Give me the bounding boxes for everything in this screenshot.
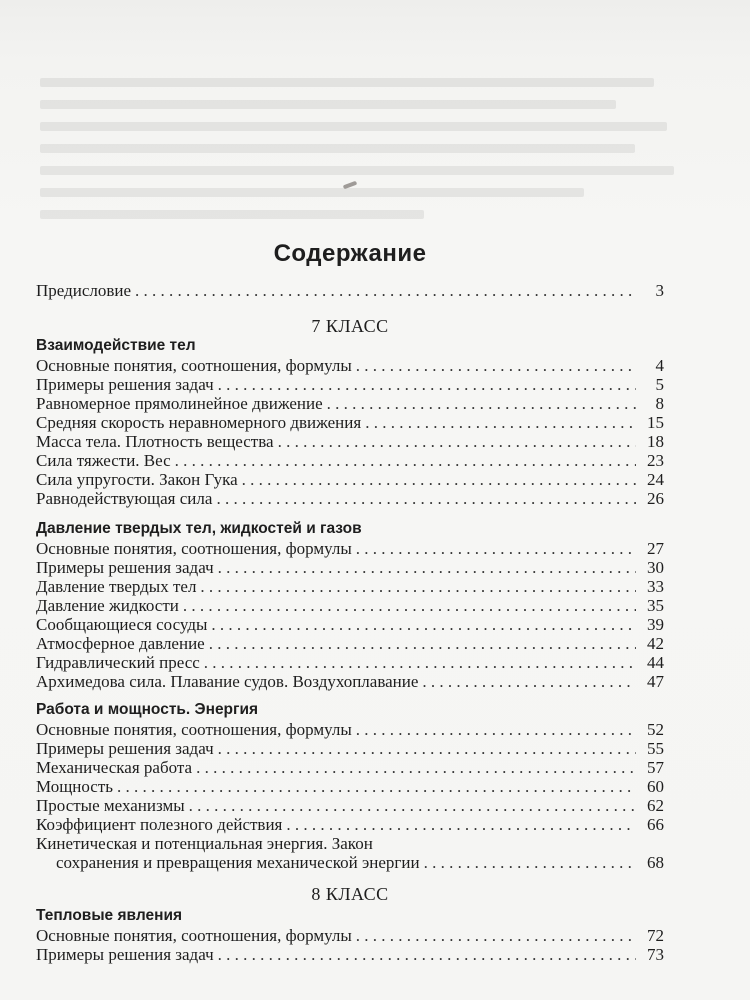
toc-entry-page: 55 [647, 739, 664, 758]
grade-heading-8: 8 КЛАСС [311, 884, 389, 904]
toc-entry-page: 8 [655, 394, 664, 413]
toc-entry-page: 18 [647, 432, 664, 451]
toc-entry-label: Основные понятия, соотношения, формулы [36, 926, 352, 945]
toc-entry-label: Сила тяжести. Вес [36, 451, 171, 470]
leader-dots [242, 470, 636, 490]
toc-entry-label: Равнодействующая сила [36, 489, 213, 508]
leader-dots [117, 777, 636, 797]
leader-dots [189, 796, 636, 816]
toc-entry-page: 52 [647, 720, 664, 739]
toc-entry[interactable] [36, 720, 664, 740]
toc-entry-label: Примеры решения задач [36, 375, 214, 394]
leader-dots [135, 281, 636, 301]
leader-dots [356, 926, 636, 946]
toc-entry[interactable] [36, 470, 664, 490]
show-through-text [40, 78, 680, 248]
toc-entry-page: 73 [647, 945, 664, 964]
leader-dots [218, 558, 636, 578]
toc-entry-label: Механическая работа [36, 758, 193, 777]
toc-entry-label: Коэффициент полезного действия [36, 815, 283, 834]
toc-entry[interactable] [36, 777, 664, 797]
toc-entry-page: 60 [647, 777, 664, 796]
leader-dots [200, 577, 636, 597]
section-heading: Работа и мощность. Энергия [36, 701, 259, 718]
leader-dots [183, 596, 636, 616]
leader-dots [211, 615, 636, 635]
toc-entry-label: Давление твердых тел [36, 577, 197, 596]
toc-entry-page: 27 [647, 539, 664, 558]
toc-entry-page: 24 [647, 470, 664, 489]
toc-entry[interactable] [36, 653, 664, 673]
toc-entry-label: Основные понятия, соотношения, формулы [36, 539, 352, 558]
toc-entry-label: Атмосферное давление [36, 634, 205, 653]
toc-entry[interactable] [36, 558, 664, 578]
toc-entry[interactable] [36, 539, 664, 559]
leader-dots [356, 720, 636, 740]
toc-entry-page: 15 [647, 413, 664, 432]
toc-entry-label: Масса тела. Плотность вещества [36, 432, 274, 451]
toc-entry[interactable] [36, 451, 664, 471]
toc-entry[interactable] [36, 672, 664, 692]
toc-entry[interactable] [36, 945, 664, 965]
leader-dots [204, 653, 636, 673]
toc-entry-label: Гидравлический пресс [36, 653, 200, 672]
toc-entry-page: 33 [647, 577, 664, 596]
leader-dots [365, 413, 636, 433]
leader-dots [327, 394, 636, 414]
toc-entry-page: 47 [647, 672, 664, 691]
toc-entry[interactable] [36, 394, 664, 414]
toc-entry-label: Примеры решения задач [36, 558, 214, 577]
toc-entry-label: Основные понятия, соотношения, формулы [36, 720, 352, 739]
toc-entry-page: 23 [647, 451, 664, 470]
leader-dots [356, 356, 636, 376]
leader-dots [218, 739, 636, 759]
toc-entry-label: Простые механизмы [36, 796, 185, 815]
toc-entry[interactable] [36, 596, 664, 616]
leader-dots [196, 758, 636, 778]
toc-entry[interactable] [36, 634, 664, 654]
toc-entry-label: Мощность [36, 777, 114, 796]
toc-entry-page: 66 [647, 815, 664, 834]
page-title: Содержание [273, 240, 427, 267]
toc-entry-label: Средняя скорость неравномерного движения [36, 413, 362, 432]
toc-entry[interactable] [36, 926, 664, 946]
toc-entry-page: 42 [647, 634, 664, 653]
toc-entry-kinetic-line1[interactable]: Кинетическая и потенциальная энергия. Закон [36, 834, 373, 853]
toc-entry-page: 5 [655, 375, 664, 394]
leader-dots [216, 489, 636, 509]
toc-entry-label: Сила упругости. Закон Гука [36, 470, 238, 489]
toc-entry[interactable] [36, 739, 664, 759]
toc-entry[interactable] [36, 758, 664, 778]
grade-heading-7: 7 КЛАСС [311, 316, 389, 336]
toc-entry[interactable] [36, 615, 664, 635]
toc-entry[interactable] [36, 375, 664, 395]
toc-entry[interactable] [36, 796, 664, 816]
toc-entry-label: Примеры решения задач [36, 739, 214, 758]
toc-entry-label: Сообщающиеся сосуды [36, 615, 208, 634]
leader-dots [286, 815, 636, 835]
leader-dots [218, 945, 636, 965]
toc-entry-page: 4 [655, 356, 664, 375]
section-heading: Взаимодействие тел [36, 337, 196, 354]
leader-dots [278, 432, 636, 452]
leader-dots [356, 539, 636, 559]
toc-entry-preface[interactable] [36, 281, 664, 301]
leader-dots [175, 451, 636, 471]
toc-entry-label: сохранения и превращения механической энергии [56, 853, 420, 872]
toc-entry-page: 68 [647, 853, 664, 872]
toc-entry-label: Основные понятия, соотношения, формулы [36, 356, 352, 375]
toc-entry[interactable] [36, 432, 664, 452]
section-heading: Давление твердых тел, жидкостей и газов [36, 520, 362, 537]
section-heading: Тепловые явления [36, 907, 183, 924]
toc-entry-kinetic-line2[interactable] [36, 853, 664, 873]
toc-entry-label: Давление жидкости [36, 596, 179, 615]
toc-entry-label: Примеры решения задач [36, 945, 214, 964]
leader-dots [209, 634, 636, 654]
toc-entry-page: 72 [647, 926, 664, 945]
toc-entry-page: 35 [647, 596, 664, 615]
toc-entry[interactable] [36, 577, 664, 597]
leader-dots [218, 375, 636, 395]
toc-entry-page: 44 [647, 653, 664, 672]
leader-dots [424, 853, 636, 873]
toc-entry-label: Равномерное прямолинейное движение [36, 394, 323, 413]
toc-entry-page: 26 [647, 489, 664, 508]
toc-entry-page: 30 [647, 558, 664, 577]
toc-entry-page: 39 [647, 615, 664, 634]
toc-entry[interactable] [36, 356, 664, 376]
toc-entry-label: Предисловие [36, 281, 132, 300]
toc-entry-page: 57 [647, 758, 664, 777]
toc-entry[interactable] [36, 489, 664, 509]
toc-entry[interactable] [36, 815, 664, 835]
toc-entry-page: 62 [647, 796, 664, 815]
toc-entry-page: 3 [655, 281, 664, 300]
toc-entry-label: Архимедова сила. Плавание судов. Воздухоплавание [36, 672, 419, 691]
toc-entry[interactable] [36, 413, 664, 433]
leader-dots [422, 672, 636, 692]
